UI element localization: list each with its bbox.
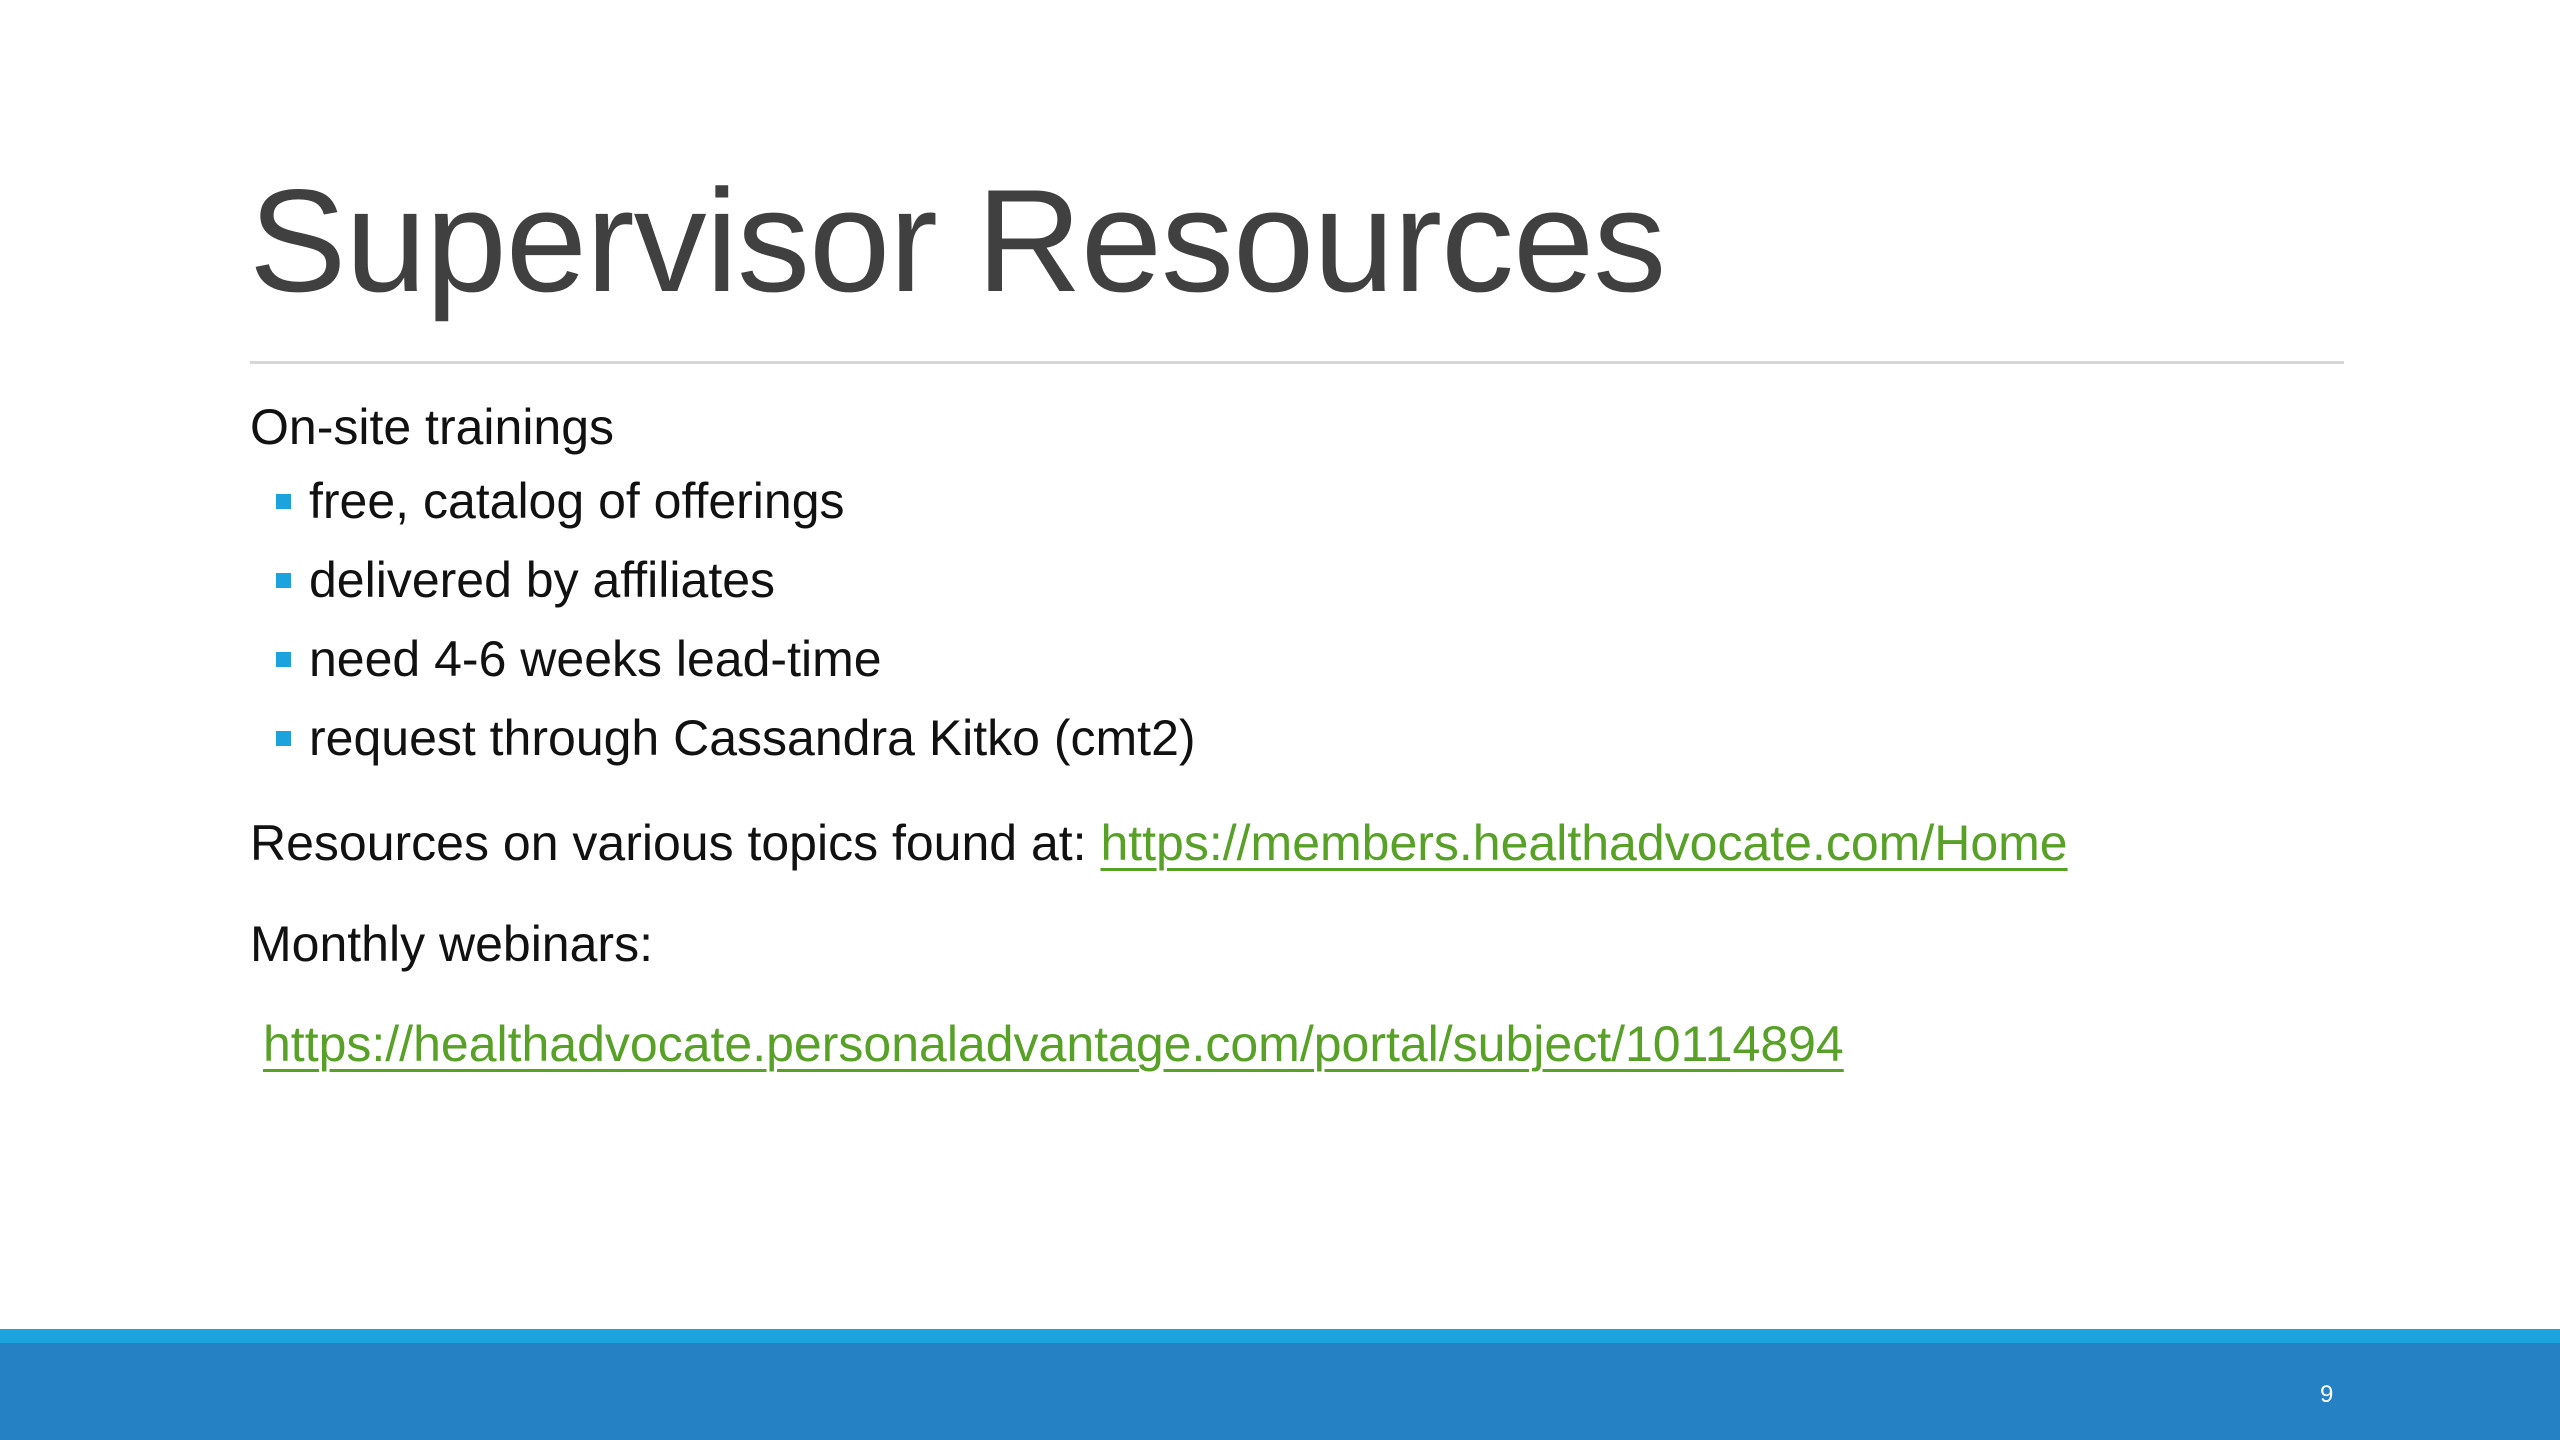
square-bullet-icon: [276, 731, 291, 746]
webinars-link[interactable]: https://healthadvocate.personaladvantage.com/portal/subject/10114894: [263, 1016, 1844, 1072]
bullet-item: [276, 473, 845, 529]
square-bullet-icon: [276, 573, 291, 588]
bullet-item: [276, 710, 1196, 766]
resources-link[interactable]: https://members.healthadvocate.com/Home: [1100, 815, 2068, 871]
bullet-item: [276, 552, 776, 608]
bullet-item: [276, 631, 882, 687]
webinars-line: [263, 1016, 1844, 1072]
bullet-text: delivered by affiliates: [309, 552, 776, 608]
slide-title: Supervisor Resources: [249, 159, 1666, 322]
bullet-text: request through Cassandra Kitko (cmt2): [309, 710, 1196, 766]
footer-band: [0, 1343, 2560, 1440]
resources-label: Resources on various topics found at:: [250, 815, 1101, 871]
square-bullet-icon: [276, 652, 291, 667]
webinars-label: Monthly webinars:: [250, 916, 653, 972]
bullet-text: need 4-6 weeks lead-time: [309, 631, 882, 687]
section-heading: On-site trainings: [250, 399, 615, 455]
page-number: 9: [2320, 1381, 2334, 1408]
bullet-text: free, catalog of offerings: [309, 473, 845, 529]
title-divider: [250, 361, 2344, 364]
square-bullet-icon: [276, 494, 291, 509]
footer-stripe: [0, 1329, 2560, 1343]
resources-line: [250, 815, 2068, 871]
